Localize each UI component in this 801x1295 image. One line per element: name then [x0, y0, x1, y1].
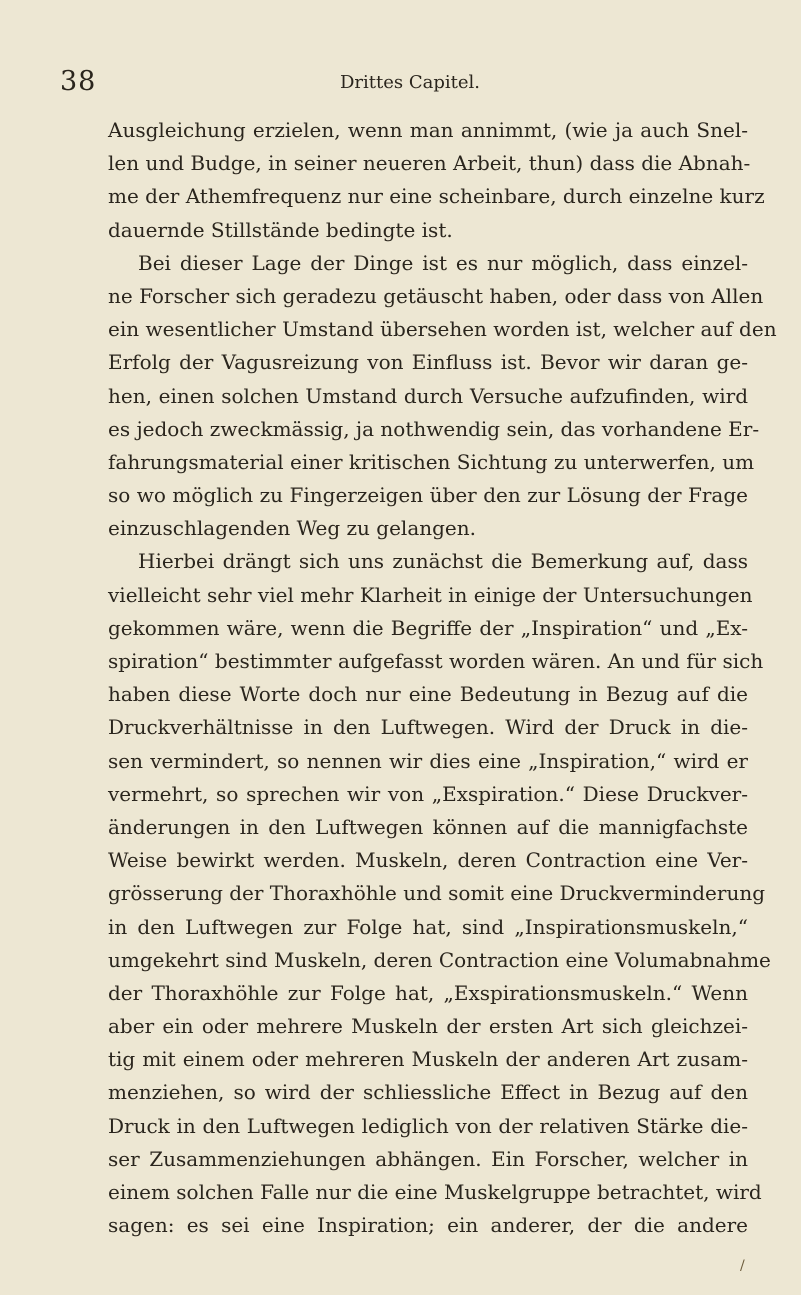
text-line: grösserung der Thoraxhöhle und somit eine Druckverminderung — [108, 881, 766, 906]
text-line: vielleicht sehr viel mehr Klarheit in einige der Untersuchungen — [108, 582, 753, 607]
body-text — [108, 114, 777, 1242]
text-line: hen, einen solchen Umstand durch Versuche aufzufinden, wird — [108, 383, 748, 408]
running-title: Drittes Capitel. — [339, 72, 481, 93]
footer-mark: / — [740, 1258, 745, 1274]
text-line: fahrungsmaterial einer kritischen Sichtung zu unterwerfen, um — [108, 449, 755, 474]
text-line: Bei dieser Lage der Dinge ist es nur möglich, dass einzel- — [138, 250, 748, 275]
page-header — [60, 66, 760, 96]
text-line: dauernde Stillstände bedingte ist. — [108, 217, 453, 242]
text-line: Ausgleichung erzielen, wenn man annimmt, (wie ja auch Snel- — [108, 118, 748, 142]
text-line: Hierbei drängt sich uns zunächst die Bemerkung auf, dass — [138, 549, 748, 574]
text-line: haben diese Worte doch nur eine Bedeutung in Bezug auf die — [108, 682, 748, 707]
text-line: der Thoraxhöhle zur Folge hat, „Exspirationsmuskeln.“ Wenn — [108, 980, 748, 1005]
text-line: len und Budge, in seiner neueren Arbeit, thun) dass die Abnah- — [108, 151, 751, 176]
text-line: einem solchen Falle nur die eine Muskelgruppe betrachtet, wird — [108, 1180, 762, 1204]
text-line: einzuschlagenden Weg zu gelangen. — [108, 516, 477, 541]
text-line: me der Athemfrequenz nur eine scheinbare, durch einzelne kurz — [108, 184, 765, 209]
text-line: sen vermindert, so nennen wir dies eine „Inspiration,“ wird er — [108, 748, 748, 773]
text-line: es jedoch zweckmässig, ja nothwendig sein, das vorhandene Er- — [108, 416, 760, 441]
text-line: sagen: es sei eine Inspiration; ein anderer, der die andere — [108, 1213, 748, 1238]
text-line: Erfolg der Vagusreizung von Einfluss ist. Bevor wir daran ge- — [108, 350, 748, 375]
text-line: so wo möglich zu Fingerzeigen über den zur Lösung der Frage — [108, 483, 748, 508]
text-line: in den Luftwegen zur Folge hat, sind „Inspirationsmuskeln,“ — [108, 914, 748, 939]
text-line: Weise bewirkt werden. Muskeln, deren Contraction eine Ver- — [108, 848, 748, 873]
text-line: ne Forscher sich geradezu getäuscht haben, oder dass von Allen — [108, 283, 764, 308]
text-line: Druck in den Luftwegen lediglich von der relativen Stärke die- — [108, 1113, 748, 1138]
text-line: spiration“ bestimmter aufgefasst worden wären. An und für sich — [108, 649, 764, 673]
page-number: 38 — [60, 66, 97, 97]
text-line: aber ein oder mehrere Muskeln der ersten Art sich gleichzei- — [108, 1014, 748, 1039]
text-line: menziehen, so wird der schliessliche Effect in Bezug auf den — [108, 1080, 748, 1105]
text-line: tig mit einem oder mehreren Muskeln der anderen Art zusam- — [108, 1047, 748, 1072]
text-line: ser Zusammenziehungen abhängen. Ein Forscher, welcher in — [108, 1146, 748, 1171]
text-line: änderungen in den Luftwegen können auf die mannigfachste — [108, 814, 748, 839]
text-line: Druckverhältnisse in den Luftwegen. Wird der Druck in die- — [108, 715, 748, 740]
text-line: vermehrt, so sprechen wir von „Exspiration.“ Diese Druckver- — [108, 781, 748, 806]
text-line: ein wesentlicher Umstand übersehen worden ist, welcher auf den — [108, 317, 777, 342]
text-line: gekommen wäre, wenn die Begriffe der „Inspiration“ und „Ex- — [108, 615, 748, 640]
text-line: umgekehrt sind Muskeln, deren Contraction eine Volumabnahme — [108, 947, 771, 972]
